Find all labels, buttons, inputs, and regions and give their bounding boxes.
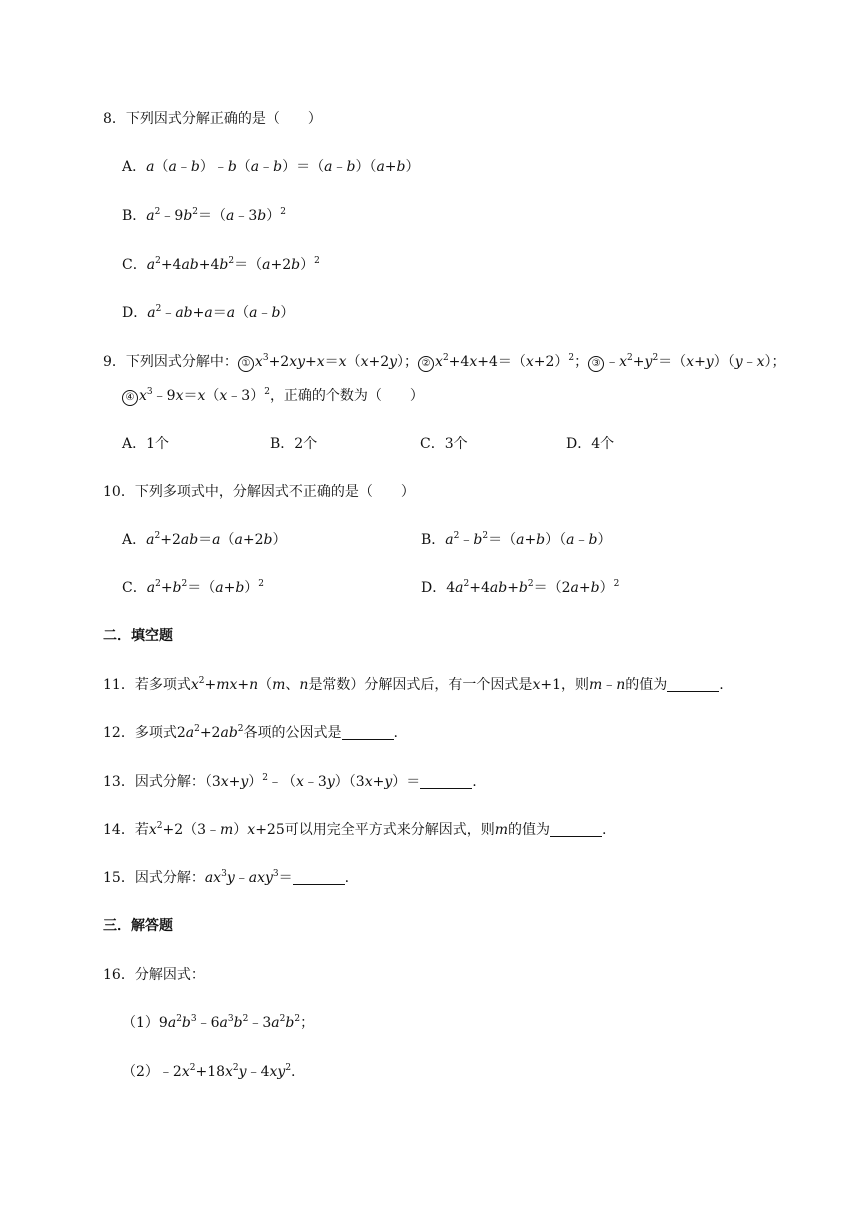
q9-option-c: C．3个 <box>420 436 468 452</box>
q16-part-2: $(2)﹣2x^2+18x^2y﹣4xy^2$. <box>122 1063 296 1080</box>
q10-option-b: B．$a^2﹣b^2=(a+b)(a﹣b)$ <box>421 531 612 548</box>
q8-option-d: D．$a^2﹣ab+a=a(a﹣b)$ <box>122 304 295 321</box>
q11: 11．若多项式$x^2+mx+n(m$、n是常数）分解因式后，有一个因式是x+1，则m﹣n的值为 . <box>103 676 724 693</box>
answer-blank[interactable] <box>420 774 472 789</box>
q8-option-b: B．$a^2﹣9b^2=(a﹣3b)^2$ <box>122 207 286 224</box>
q16-part-1: $(1)9a^2b^3﹣6a^3b^2﹣3a^2b^2$； <box>122 1014 315 1031</box>
q10-option-d: D．$4a^2+4ab+b^2=(2a+b)^2$ <box>421 579 620 596</box>
answer-blank[interactable] <box>667 677 719 692</box>
q8-stem: 8．下列因式分解正确的是（ ） <box>103 111 322 127</box>
answer-blank[interactable] <box>342 725 394 740</box>
answer-blank[interactable] <box>550 822 602 837</box>
q9-option-d: D．4个 <box>566 436 615 452</box>
q10-stem: 10．下列多项式中，分解因式不正确的是（ ） <box>103 484 415 500</box>
section-answer-title: 三．解答题 <box>103 918 173 934</box>
q9-stem-line1: 9．下列因式分解中： ① $x^3+2xy+x=x(x+2y)$； ② $x^2+4x+4=(x+2)^2$； ③ $﹣x^2+y^2=(x+y)(y﹣x)$； <box>103 353 786 370</box>
section-fill-in-title: 二．填空题 <box>103 628 173 644</box>
q13: 13．因式分解：$(3x+y)^2﹣(x﹣3y)(3x+y)=$ . <box>103 773 477 790</box>
q8-option-a: A．a（a﹣b）﹣b（a﹣b）＝（a﹣b）（a+b） <box>122 159 420 175</box>
q9-option-a: A．1个 <box>122 436 170 452</box>
q10-option-c: C．$a^2+b^2=(a+b)^2$ <box>122 579 265 596</box>
q12: 12．多项式$2a^2+2ab^2$各项的公因式是 . <box>103 724 398 741</box>
q10-option-a: A．$a^2+2ab=a(a+2b)$ <box>122 531 287 548</box>
q15: 15．因式分解：$ax^3y﹣axy^3=$ . <box>103 869 350 886</box>
q9-stem-line2: ④ $x^3﹣9x=x(x﹣3)^2$，正确的个数为（ ） <box>122 386 424 406</box>
q16-stem: 16．分解因式： <box>103 967 205 983</box>
q14: 14．若$x^2+2(3﹣m)x+25$可以用完全平方式来分解因式，则m的值为 . <box>103 821 607 838</box>
q8-option-c: C．$a^2+4ab+4b^2=(a+2b)^2$ <box>122 256 320 273</box>
answer-blank[interactable] <box>293 870 345 885</box>
q9-option-b: B．2个 <box>270 436 318 452</box>
